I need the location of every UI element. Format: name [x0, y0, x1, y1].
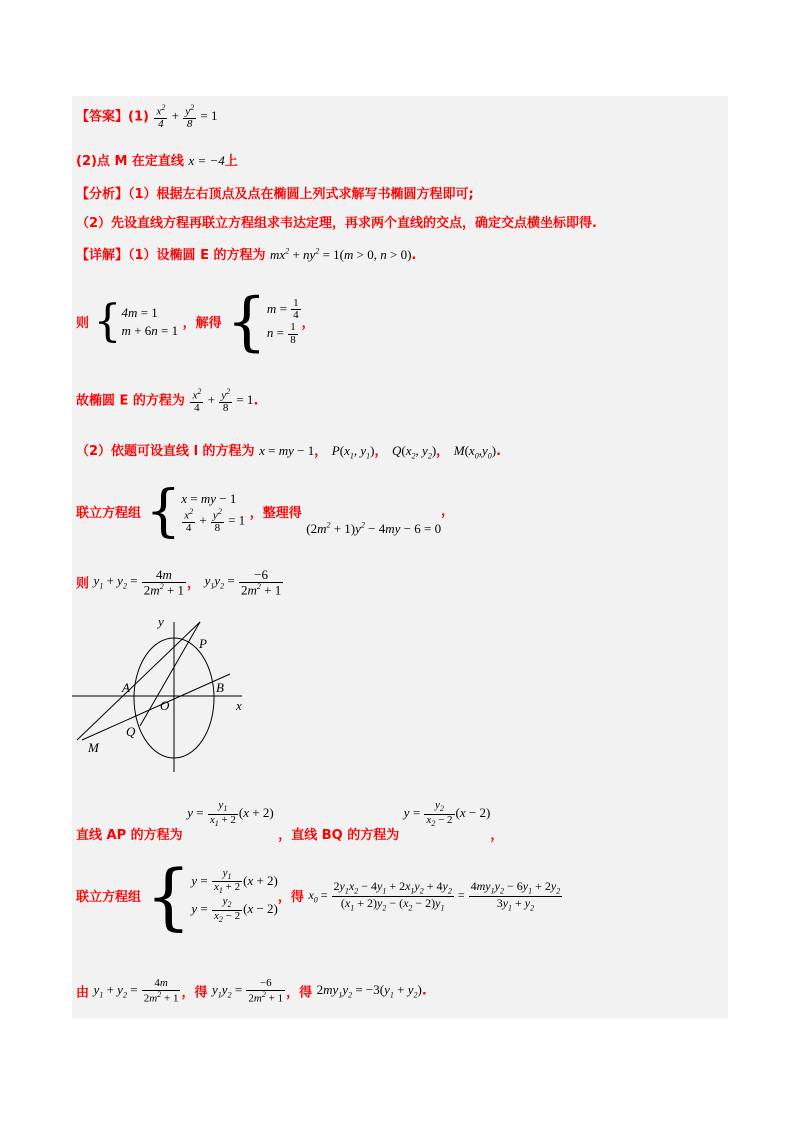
quadratic-equation: $(2m^2 + 1)y^2 - 4my - 6 = 0$	[306, 520, 442, 536]
line-pq	[140, 622, 200, 726]
answer-line-1	[76, 104, 217, 131]
system-4m-equations: { 4m = 1 m + 6n = 1	[93, 296, 179, 347]
ellipse-result-text: 故椭圆 E 的方程为	[76, 393, 185, 409]
product-of-roots-2: $y_1y_2$ = $\frac{-6}{2m^2 + 1}$	[212, 977, 284, 1005]
analysis-line-2	[76, 212, 597, 231]
comma: ，	[187, 576, 201, 592]
answer-part2-suffix: 上	[224, 154, 238, 169]
line-ap	[77, 622, 200, 740]
period: .	[253, 393, 259, 409]
simplify-label: ，整理得	[249, 505, 302, 521]
detail-label: 【详解】	[76, 248, 129, 263]
line-ap-label: 直线 AP 的方程为	[76, 828, 183, 844]
solve-label: ，解得	[182, 315, 222, 331]
answer-line-2	[76, 150, 238, 169]
label-o: O	[160, 698, 170, 713]
ellipse-figure	[72, 612, 262, 774]
analysis-text-2: （2）先设直线方程再联立方程组求韦达定理，再求两个直线的交点，确定交点横坐标即得.	[76, 216, 597, 231]
sum-of-roots: $y_1 + y_2$ = $\frac{4m}{2m^2 + 1}$	[93, 567, 185, 597]
analysis-text-1: （1）根据左右顶点及点在椭圆上列式求解写书椭圆方程即可;	[128, 187, 474, 202]
label-m: M	[88, 740, 99, 755]
point-m: $M(x_0,y_0)$	[453, 443, 497, 461]
label-q: Q	[126, 724, 136, 739]
point-p: $P(x_1$, $y_1$)	[331, 443, 375, 461]
comma: ，	[436, 444, 450, 459]
line-bq-label: ，直线 BQ 的方程为	[278, 828, 400, 844]
system-label: 联立方程组	[76, 505, 142, 521]
analysis-label: 【分析】	[76, 187, 129, 202]
ellipse-equation-result: $\frac{x^2}{4}$ + $\frac{y^2}{8}$ = 1	[192, 387, 254, 415]
system-line-ellipse: { x = my − 1 $\frac{x^2}{4}$ + $\frac{y^2}{8}$ = 1	[145, 479, 246, 544]
label-x: x	[236, 698, 242, 713]
period: .	[496, 444, 502, 459]
lines-ap-bq	[76, 800, 503, 843]
point-q: $Q(x_2$, $y_2$)	[392, 443, 437, 461]
then-label-2: 则	[76, 576, 90, 592]
label-p: P	[199, 636, 207, 651]
detail-system-1-line	[76, 285, 315, 359]
label-b: B	[216, 680, 224, 695]
general-ellipse-equation: $mx^2 + ny^2 = 1(m > 0$, n > 0)	[270, 246, 412, 262]
get2-label: ，得	[181, 985, 208, 1001]
detail-system-2-line	[76, 479, 455, 544]
from-label: 由	[76, 985, 90, 1001]
comma: ，	[441, 503, 455, 519]
label-y: y	[158, 614, 164, 629]
label-a: A	[122, 680, 130, 695]
fixed-line-equation: x = −4	[188, 153, 225, 168]
ellipse-equation-answer: $\frac{x^2}{4}$ + $\frac{y^2}{8}$ = 1	[156, 103, 218, 131]
analysis-line-1	[76, 183, 474, 202]
system2-label: 联立方程组	[76, 889, 142, 905]
detail-line-1	[76, 244, 416, 263]
sum-of-roots-2: $y_1 + y_2$ = $\frac{4m}{2m^2 + 1}$	[93, 977, 179, 1005]
line-ap-equation: y = $\frac{y_1}{x_1 + 2}$ (x + 2)	[187, 799, 274, 828]
comma: ，	[314, 444, 328, 459]
line-bq-equation: y = $\frac{y_2}{x_2 - 2}$ (x − 2)	[403, 799, 491, 828]
period: .	[421, 983, 427, 999]
detail-step1-text: （1）设椭圆 E 的方程为	[128, 248, 266, 263]
answer-part2-text: (2)点 M 在定直线	[76, 154, 184, 169]
x0-expression: $x_0$ = $\frac{2y_1x_2 - 4y_1 + 2x_1y_2 + 4y_2}{(x_1 + 2)y_2 - (x_2 - 2)y_1}$ = $\frac{4my_1y_2 - 6y_1 + 2y_2}{3y_1 + y_2}$	[308, 878, 561, 913]
comma: ，	[301, 315, 315, 331]
final-line	[76, 978, 427, 1005]
comma: ，	[490, 828, 504, 844]
comma: ，	[374, 444, 388, 459]
detail-step2-line	[76, 440, 501, 461]
relation-equation: $2my_1y_2 = -3(y_1 + y_2)$	[316, 982, 422, 1000]
system-ap-bq: { y = $\frac{y_1}{x_1 + 2}$ (x + 2) y = $\frac{y_2}{x_2 - 2}$ (x − 2)	[145, 854, 278, 938]
part1-number: (1)	[128, 109, 149, 125]
product-of-roots: $y_1y_2$ = $\frac{-6}{2m^2 + 1}$	[204, 567, 282, 597]
then-label: 则	[76, 315, 90, 331]
get-label: ，得	[277, 889, 304, 905]
ellipse-result-line	[76, 388, 258, 415]
get3-label: ，得	[286, 985, 313, 1001]
step2-text: （2）依题可设直线 l 的方程为	[76, 444, 255, 459]
line-l-equation: x = my − 1	[259, 443, 315, 458]
period: .	[411, 248, 417, 263]
vieta-line	[76, 568, 284, 597]
solution-m-n: { m = $\frac{1}{4}$ n = $\frac{1}{8}$	[226, 285, 299, 359]
answer-label: 【答案】	[76, 109, 129, 125]
detail-system-3-line	[76, 854, 563, 938]
